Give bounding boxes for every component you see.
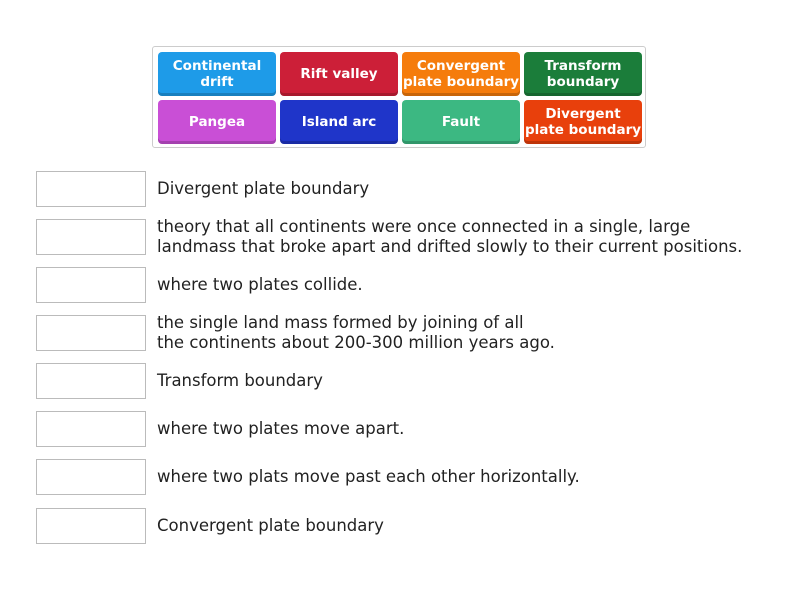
answer-tile[interactable]: Continental drift: [158, 52, 276, 96]
answer-tile[interactable]: Island arc: [280, 100, 398, 144]
definition-text: theory that all continents were once connected in a single, large landmass that broke apart and drifted slowly to their current positions.: [157, 217, 743, 256]
answer-tile[interactable]: Transform boundary: [524, 52, 642, 96]
answer-tile[interactable]: Pangea: [158, 100, 276, 144]
drop-zone[interactable]: [36, 508, 146, 544]
drop-zone[interactable]: [36, 459, 146, 495]
answer-tile[interactable]: Rift valley: [280, 52, 398, 96]
definition-text: Transform boundary: [157, 371, 323, 390]
drop-zone[interactable]: [36, 267, 146, 303]
drop-zone[interactable]: [36, 315, 146, 351]
answer-tile[interactable]: Convergent plate boundary: [402, 52, 520, 96]
answer-tile[interactable]: Divergent plate boundary: [524, 100, 642, 144]
definition-text: Divergent plate boundary: [157, 179, 370, 198]
definition-text: the single land mass formed by joining of all the continents about 200-300 million years ago.: [157, 313, 555, 352]
drop-zone[interactable]: [36, 363, 146, 399]
answer-tile[interactable]: Fault: [402, 100, 520, 144]
definition-text: where two plats move past each other horizontally.: [157, 467, 580, 486]
definition-text: Convergent plate boundary: [157, 516, 384, 535]
definition-text: where two plates move apart.: [157, 419, 405, 438]
drop-zone[interactable]: [36, 171, 146, 207]
definition-text: where two plates collide.: [157, 275, 363, 294]
drop-zone[interactable]: [36, 411, 146, 447]
drop-zone[interactable]: [36, 219, 146, 255]
